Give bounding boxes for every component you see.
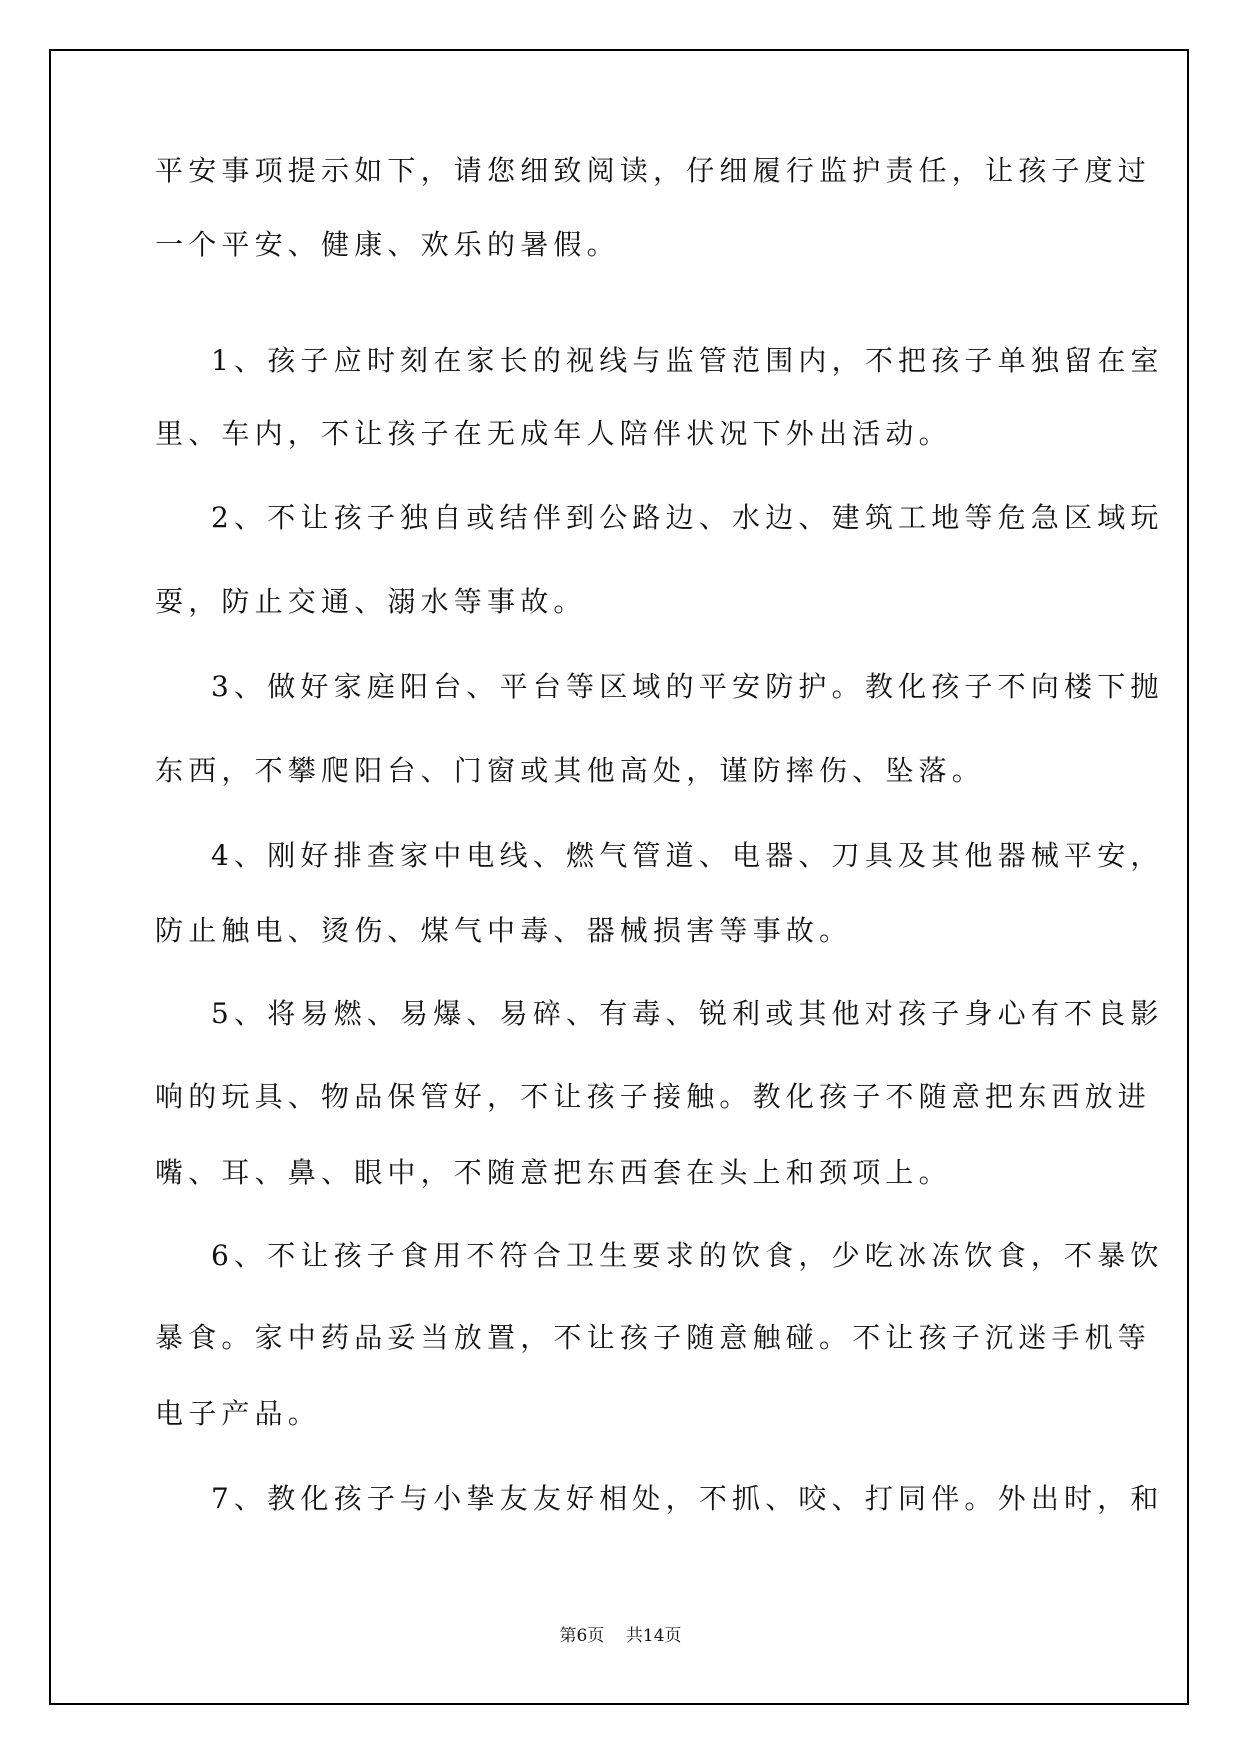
text-line: 嘴、耳、鼻、眼中，不随意把东西套在头上和颈项上。 <box>155 1156 952 1189</box>
page-border <box>49 49 1189 1705</box>
text-line: 3、做好家庭阳台、平台等区域的平安防护。教化孩子不向楼下抛 <box>211 670 1164 703</box>
text-line: 电子产品。 <box>155 1397 322 1430</box>
text-line: 响的玩具、物品保管好，不让孩子接触。教化孩子不随意把东西放进 <box>155 1080 1152 1113</box>
text-line: 6、不让孩子食用不符合卫生要求的饮食，少吃冰冻饮食，不暴饮 <box>211 1239 1164 1272</box>
text-line: 耍，防止交通、溺水等事故。 <box>155 585 587 618</box>
text-line: 7、教化孩子与小挚友友好相处，不抓、咬、打同伴。外出时，和 <box>211 1482 1164 1515</box>
text-line: 暴食。家中药品妥当放置，不让孩子随意触碰。不让孩子沉迷手机等 <box>155 1321 1152 1354</box>
text-line: 平安事项提示如下，请您细致阅读，仔细履行监护责任，让孩子度过 <box>155 154 1152 187</box>
text-line: 1、孩子应时刻在家长的视线与监管范围内，不把孩子单独留在室 <box>211 344 1164 377</box>
text-line: 4、刚好排查家中电线、燃气管道、电器、刀具及其他器械平安， <box>211 839 1164 872</box>
text-line: 5、将易燃、易爆、易碎、有毒、锐利或其他对孩子身心有不良影 <box>211 997 1164 1030</box>
text-line: 2、不让孩子独自或结伴到公路边、水边、建筑工地等危急区域玩 <box>211 501 1164 534</box>
page-indicator: 第6页 共14页 <box>559 1626 682 1646</box>
text-line: 东西，不攀爬阳台、门窗或其他高处，谨防摔伤、坠落。 <box>155 754 986 787</box>
text-line: 防止触电、烫伤、煤气中毒、器械损害等事故。 <box>155 914 853 947</box>
text-line: 一个平安、健康、欢乐的暑假。 <box>155 228 620 261</box>
text-line: 里、车内，不让孩子在无成年人陪伴状况下外出活动。 <box>155 417 952 450</box>
